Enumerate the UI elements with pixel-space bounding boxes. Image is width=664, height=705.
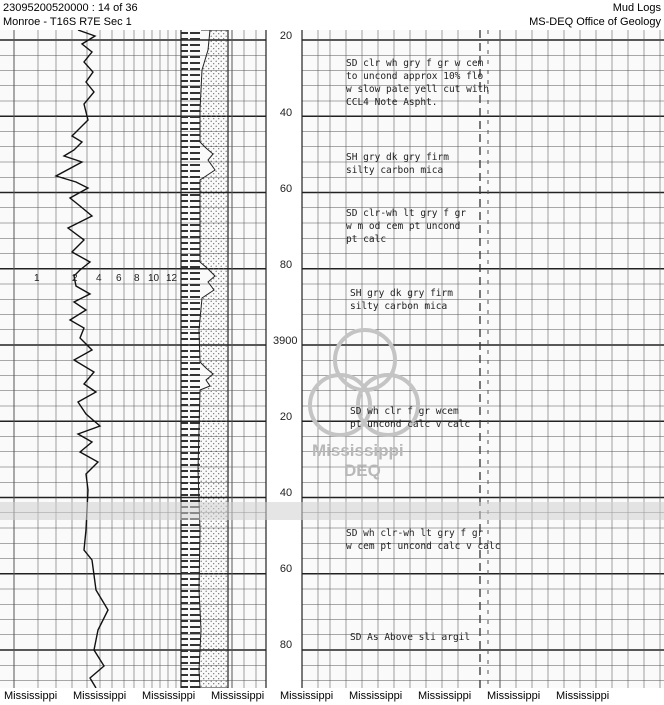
depth-label: 80 [279,639,293,651]
lithology-note-line: w m od cem pt uncond [346,221,461,232]
lithology-note-line: pt uncond calc v calc [350,419,471,430]
footer-mississippi: Mississippi [142,690,196,702]
depth-label: 40 [279,107,293,119]
scale-label-1: 1 [34,273,40,284]
lithology-note-line: SH gry dk gry firm [350,288,453,299]
lithology-note-line: SD As Above sli argil [350,632,471,643]
lithology-note-line: SD clr wh gry f gr w cem [346,58,484,69]
lithology-note-line: silty carbon mica [350,301,448,312]
lithology-track [181,30,228,688]
lithology-note-line: SD wh clr f gr wcem [350,406,459,417]
well-id-page: 23095200520000 : 14 of 36 [3,2,138,14]
depth-label: 40 [279,487,293,499]
lithology-note-line: SD wh clr-wh lt gry f gr [346,528,484,539]
depth-label: 80 [279,259,293,271]
lithology-note-line: w slow pale yell cut with [346,84,489,95]
scale-label-12: 12 [166,273,178,284]
depth-label: 20 [279,411,293,423]
scan-band [0,502,664,520]
lithology-note-line: to uncond approx 10% flo [346,71,484,82]
depth-label: 60 [279,563,293,575]
mud-log-sheet [0,30,664,688]
depth-track [266,30,302,688]
agency-name: MS-DEQ Office of Geology [529,16,661,28]
shale-column [181,30,200,688]
well-location: Monroe - T16S R7E Sec 1 [3,16,132,28]
depth-label: 60 [279,183,293,195]
footer-mississippi: Mississippi [556,690,610,702]
footer-mississippi: Mississippi [418,690,472,702]
lithology-note-line: pt calc [346,234,387,245]
scale-label-4: 4 [96,273,102,284]
document-type: Mud Logs [612,2,661,14]
footer-mississippi: Mississippi [211,690,265,702]
footer-mississippi: Mississippi [4,690,58,702]
scale-label-2: 2 [72,273,78,284]
lithology-note-line: SH gry dk gry firm [346,152,449,163]
lithology-note-line: w cem pt uncond calc v calc [346,541,501,552]
lithology-note-line: CCL4 Note Aspht. [346,97,438,108]
watermark-line2: DEQ [344,461,381,480]
lithology-note-line: silty carbon mica [346,165,444,176]
footer-mississippi: Mississippi [280,690,334,702]
scale-label-8: 8 [134,273,140,284]
depth-label: 3900 [273,335,298,347]
footer-mississippi: Mississippi [73,690,127,702]
scale-label-6: 6 [116,273,122,284]
scale-label-10: 10 [148,273,160,284]
sand-column [198,30,228,688]
lithology-note-line: SD clr-wh lt gry f gr [346,208,467,219]
footer-mississippi: Mississippi [349,690,403,702]
footer-mississippi: Mississippi [487,690,541,702]
depth-label: 20 [279,30,293,42]
footer-strip [0,690,664,705]
watermark-line1: Mississippi [312,441,404,460]
